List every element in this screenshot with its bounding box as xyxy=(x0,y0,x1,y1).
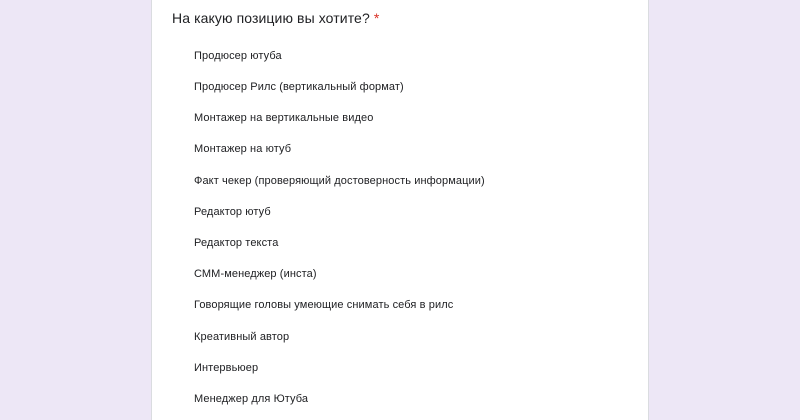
option-label: Говорящие головы умеющие снимать себя в рилс xyxy=(194,299,454,311)
option-label: Продюсер Рилс (вертикальный формат) xyxy=(194,81,404,93)
option-label: Креативный автор xyxy=(194,331,290,343)
option-item-1[interactable] xyxy=(194,46,282,66)
option-label: Факт чекер (проверяющий достоверность информации) xyxy=(194,175,485,187)
option-label: Монтажер на ютуб xyxy=(194,143,292,155)
option-item-11[interactable] xyxy=(194,358,258,378)
option-item-12[interactable] xyxy=(194,389,308,409)
option-item-4[interactable] xyxy=(194,139,291,159)
option-label: Редактор ютуб xyxy=(194,206,271,218)
option-item-7[interactable] xyxy=(194,233,278,253)
option-label: Менеджер для Ютуба xyxy=(194,393,309,405)
question-title xyxy=(172,10,379,26)
option-label: Продюсер ютуба xyxy=(194,50,282,62)
option-label: СММ-менеджер (инста) xyxy=(194,268,317,280)
option-label: Интервьюер xyxy=(194,362,259,374)
question-text: На какую позицию вы хотите? xyxy=(172,10,370,26)
required-asterisk: * xyxy=(373,10,380,26)
option-item-10[interactable] xyxy=(194,327,289,347)
option-label: Монтажер на вертикальные видео xyxy=(194,112,374,124)
question-card xyxy=(151,0,649,420)
option-item-9[interactable] xyxy=(194,295,453,315)
option-item-5[interactable] xyxy=(194,171,485,191)
option-item-8[interactable] xyxy=(194,264,317,284)
option-item-3[interactable] xyxy=(194,108,373,128)
option-item-2[interactable] xyxy=(194,77,404,97)
option-label: Редактор текста xyxy=(194,237,279,249)
option-item-6[interactable] xyxy=(194,202,271,222)
